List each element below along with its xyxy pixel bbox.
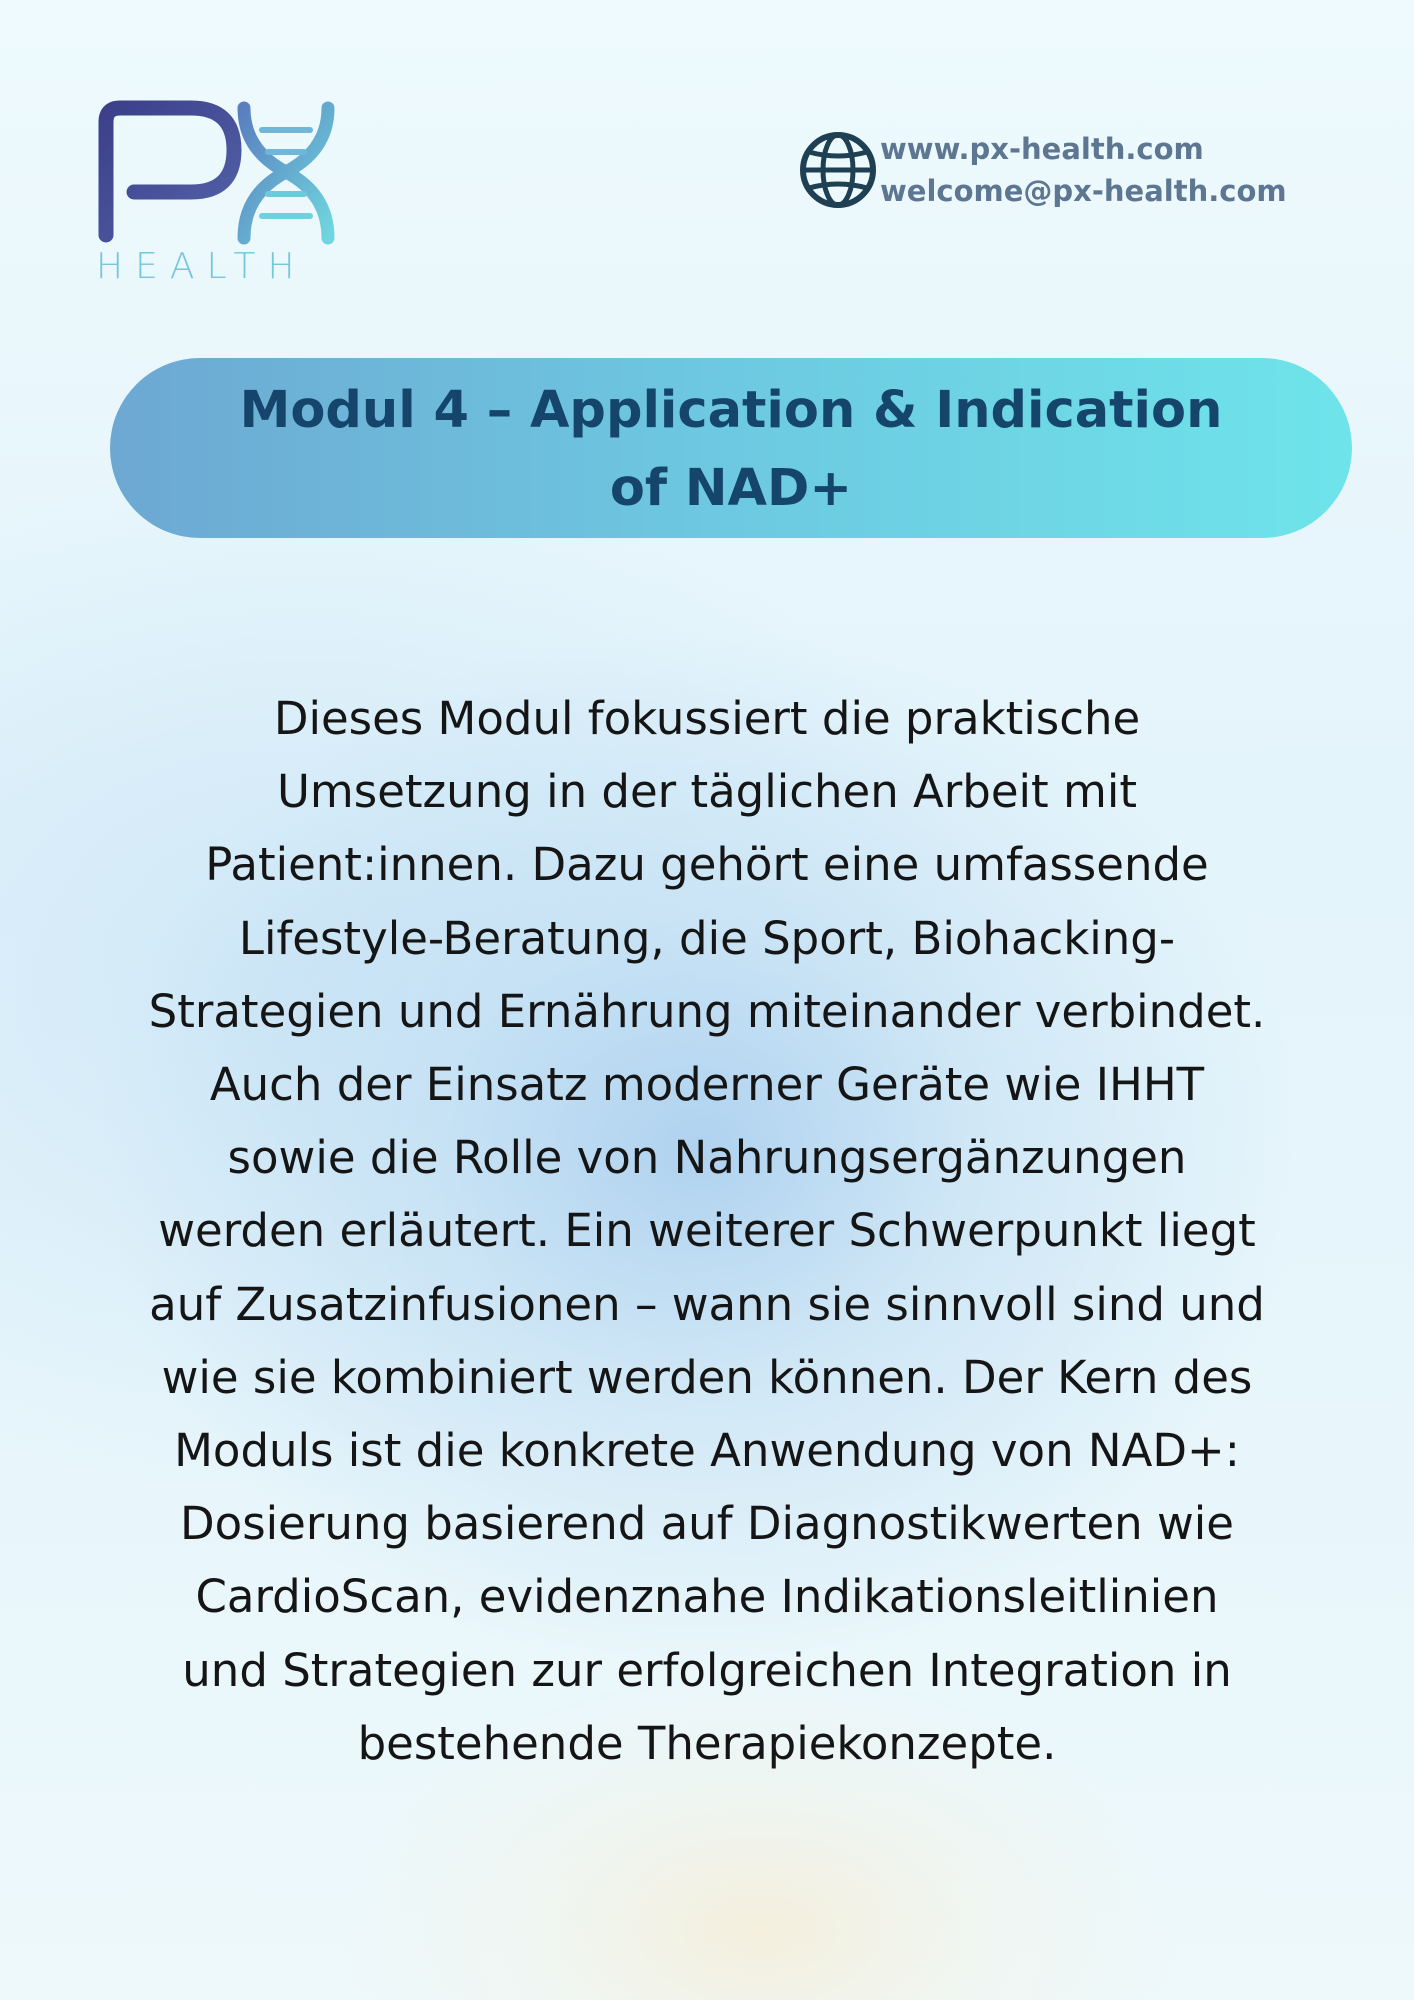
description-line: Dieses Modul fokussiert die praktische <box>273 692 1141 745</box>
website-link[interactable]: www.px-health.com <box>880 132 1204 166</box>
description-line: auf Zusatzinfusionen – wann sie sinnvoll sind und <box>149 1277 1265 1331</box>
description-line: Moduls ist die konkrete Anwendung von NAD+: <box>174 1424 1240 1478</box>
description-line: und Strategien zur erfolgreichen Integration in <box>182 1643 1232 1697</box>
title-line-1: Modul 4 – Application & Indication <box>239 381 1223 440</box>
px-logo-mark <box>96 100 346 250</box>
description-line: Strategien und Ernährung miteinander verbindet. <box>148 984 1266 1038</box>
description-line: bestehende Therapiekonzepte. <box>357 1716 1057 1770</box>
module-title-banner <box>110 358 1352 538</box>
description-line: Auch der Einsatz moderner Geräte wie IHHT <box>209 1058 1205 1112</box>
globe-icon <box>798 130 878 210</box>
email-link[interactable]: welcome@px-health.com <box>880 174 1287 208</box>
module-description <box>90 682 1324 1780</box>
description-line: sowie die Rolle von Nahrungsergänzungen <box>227 1131 1187 1185</box>
description-line: CardioScan, evidenznahe Indikationsleitlinien <box>195 1570 1219 1624</box>
description-line: wie sie kombiniert werden können. Der Kern des <box>161 1350 1253 1404</box>
module-title <box>110 372 1352 528</box>
description-line: Dosierung basierend auf Diagnostikwerten wie <box>180 1497 1234 1551</box>
description-line: werden erläutert. Ein weiterer Schwerpunkt liegt <box>158 1204 1256 1258</box>
description-line: Patient:innen. Dazu gehört eine umfassende <box>205 838 1209 892</box>
logo-wordmark: HEALTH <box>96 246 307 287</box>
description-line: Lifestyle-Beratung, die Sport, Biohacking- <box>238 911 1176 965</box>
description-line: Umsetzung in der täglichen Arbeit mit <box>277 765 1137 819</box>
title-line-2: of NAD+ <box>609 459 853 518</box>
px-health-logo <box>96 100 346 290</box>
